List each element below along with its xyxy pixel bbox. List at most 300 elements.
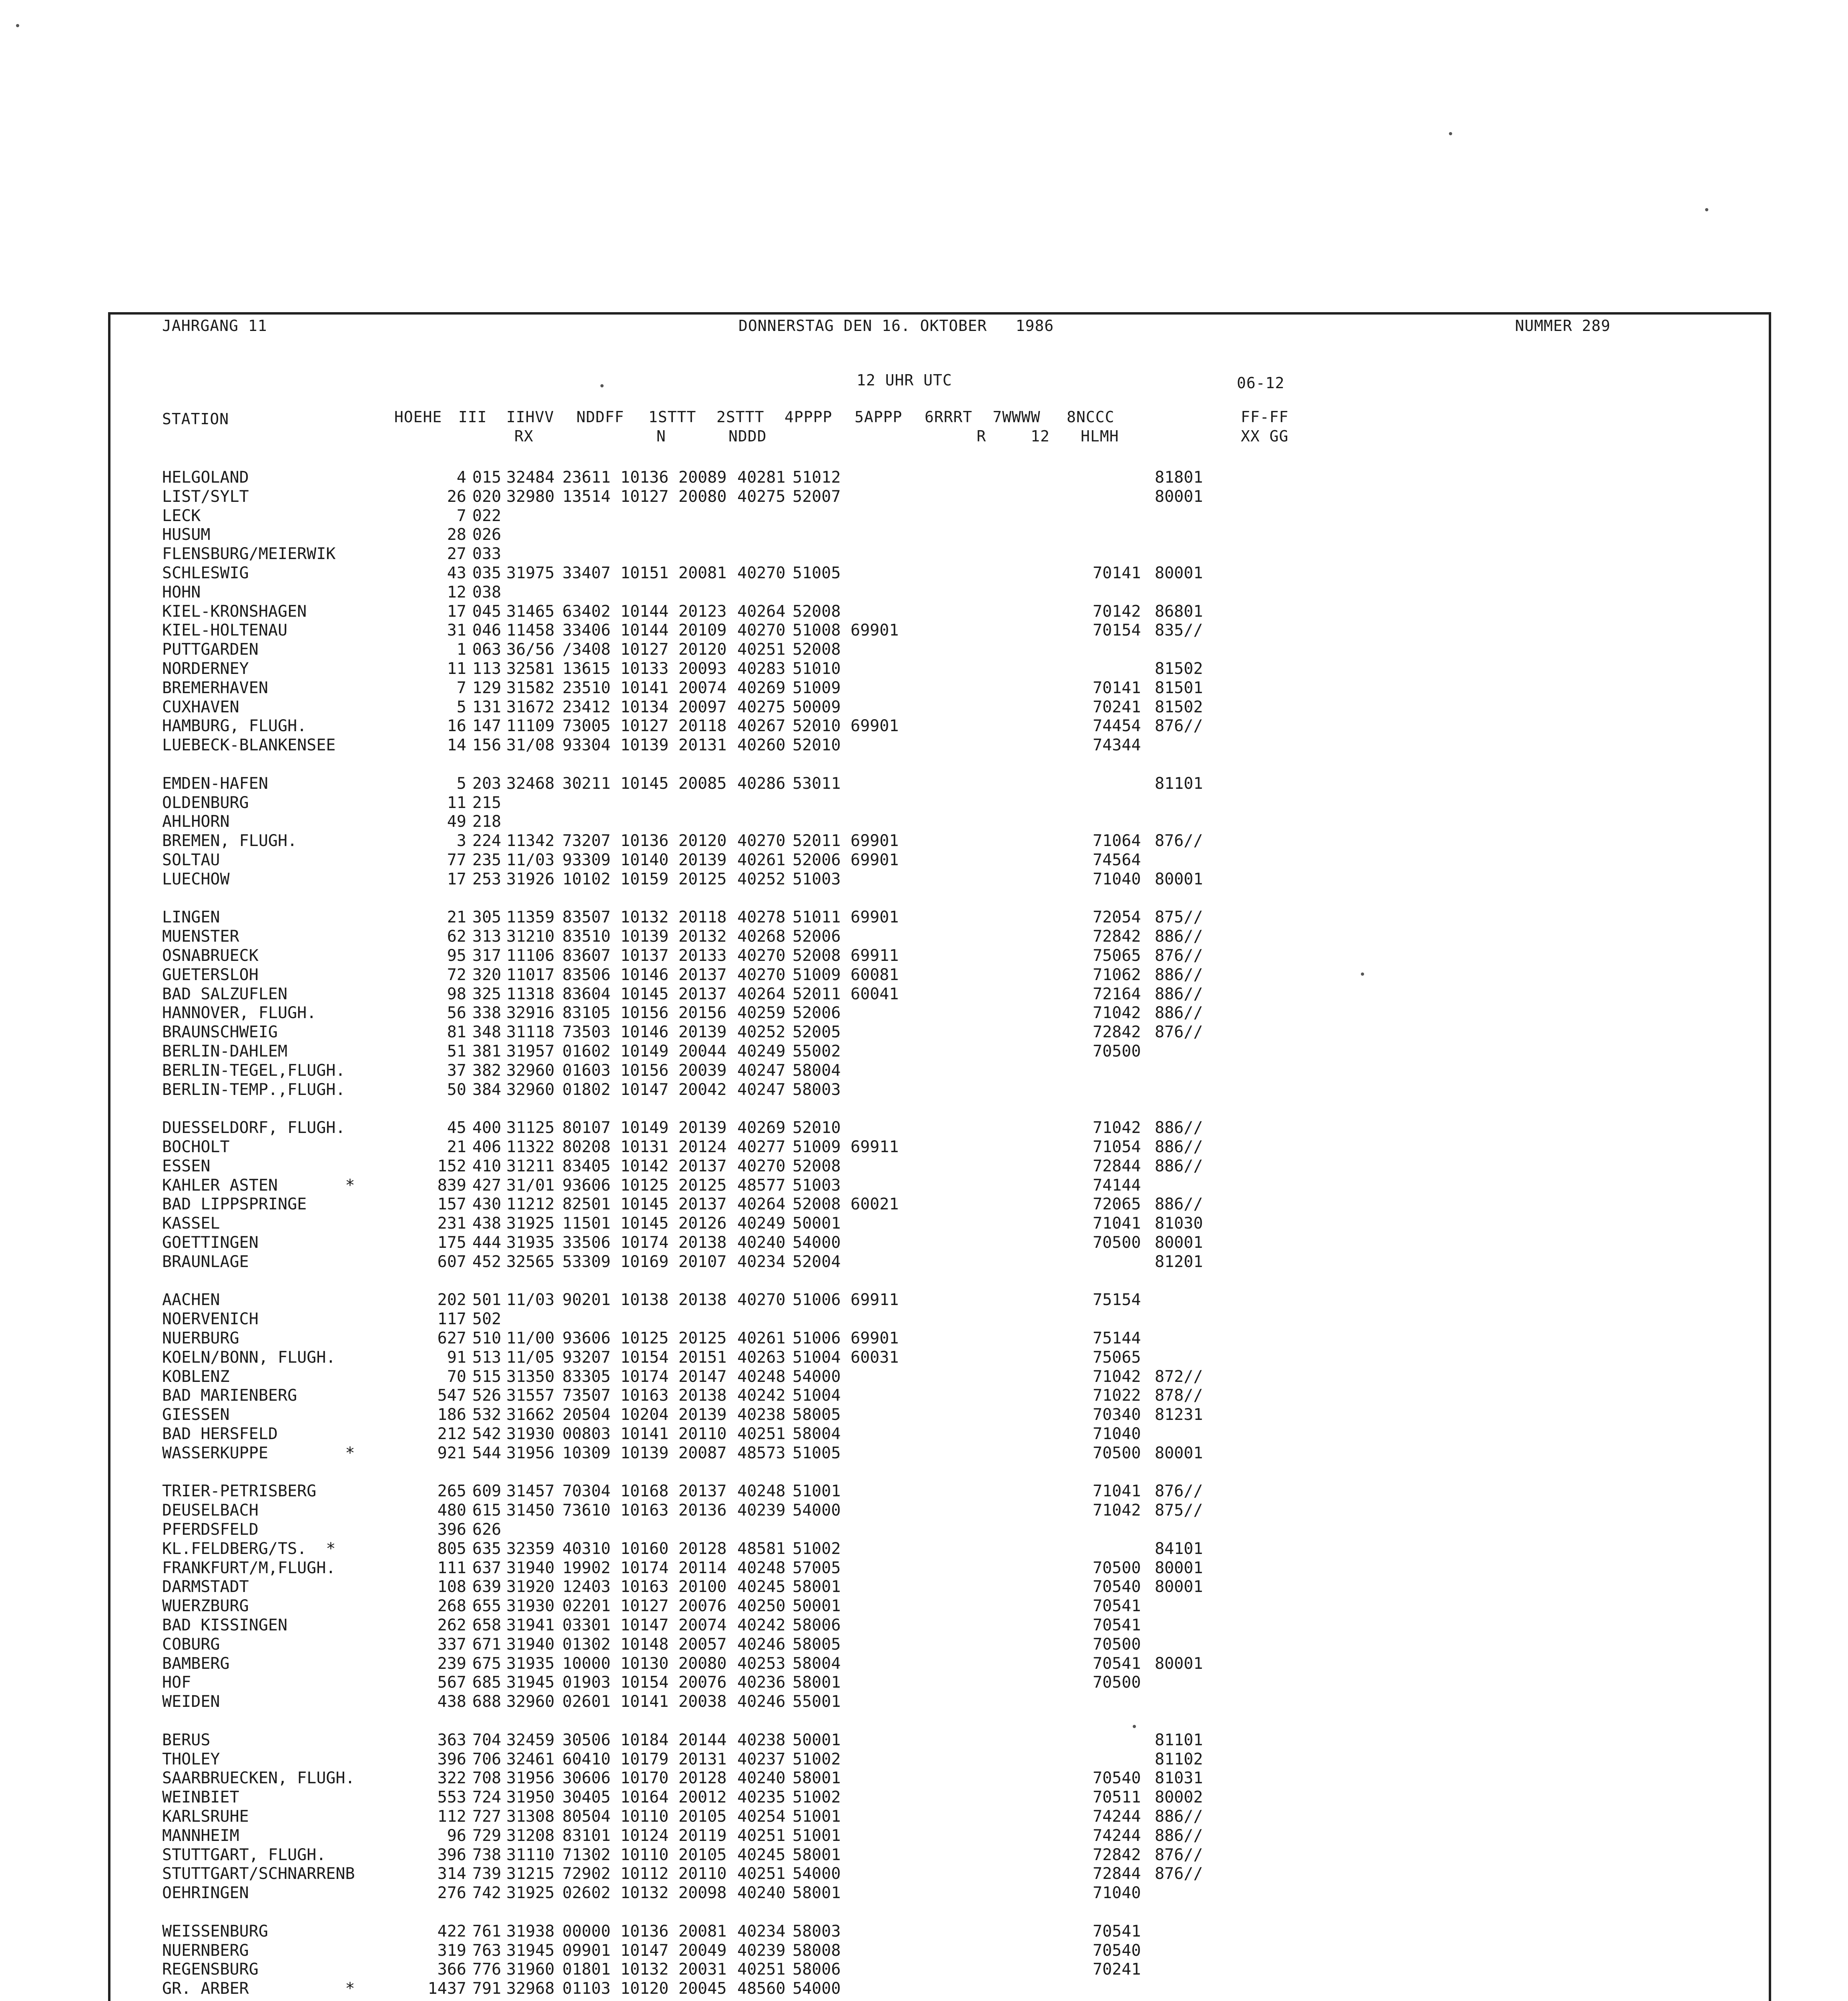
table-row bbox=[162, 1520, 1363, 1540]
cell-hoehe: 627 bbox=[437, 1329, 466, 1347]
cell-8nccc: 81801 bbox=[1155, 468, 1203, 487]
cell-7wwww: 72844 bbox=[1093, 1865, 1141, 1883]
cell-1sttt: 10146 bbox=[620, 1023, 669, 1042]
cell-8nccc: 80001 bbox=[1155, 1578, 1203, 1596]
cell-8nccc: 878// bbox=[1155, 1386, 1203, 1405]
cell-5appp: 55001 bbox=[793, 1692, 841, 1711]
cell-iii: 776 bbox=[472, 1960, 502, 1979]
cell-nddff: 01801 bbox=[562, 1960, 611, 1979]
cell-station: ESSEN bbox=[162, 1157, 211, 1175]
cell-hoehe: 1437 bbox=[427, 1979, 466, 1998]
cell-2sttt: 20105 bbox=[678, 1807, 727, 1826]
cell-2sttt: 20109 bbox=[678, 621, 727, 640]
cell-hoehe: 111 bbox=[437, 1558, 466, 1577]
cell-iihvv: 31935 bbox=[506, 1233, 555, 1252]
cell-1sttt: 10170 bbox=[620, 1769, 669, 1788]
cell-iihvv: 31925 bbox=[506, 1884, 555, 1903]
col-station: STATION bbox=[162, 410, 229, 428]
cell-iihvv: 11/03 bbox=[506, 1291, 555, 1309]
table-row bbox=[162, 985, 1363, 1004]
cell-8nccc: 80001 bbox=[1155, 1558, 1203, 1577]
cell-iihvv: 31941 bbox=[506, 1616, 555, 1634]
cell-iii: 338 bbox=[472, 1004, 502, 1023]
table-row bbox=[162, 1406, 1363, 1425]
cell-2sttt: 20137 bbox=[678, 1157, 727, 1175]
cell-1sttt: 10163 bbox=[620, 1386, 669, 1405]
cell-hoehe: 839 bbox=[437, 1176, 466, 1195]
cell-4pppp: 40240 bbox=[737, 1884, 786, 1903]
cell-1sttt: 10136 bbox=[620, 1922, 669, 1941]
cell-hoehe: 239 bbox=[437, 1654, 466, 1673]
cell-4pppp: 40277 bbox=[737, 1138, 786, 1156]
cell-nddff: 53309 bbox=[562, 1252, 611, 1271]
cell-5appp: 52004 bbox=[793, 1252, 841, 1271]
cell-iihvv: 31450 bbox=[506, 1501, 555, 1520]
cell-iihvv: 31956 bbox=[506, 1769, 555, 1788]
table-row bbox=[162, 1597, 1363, 1616]
cell-1sttt: 10130 bbox=[620, 1654, 669, 1673]
cell-1sttt: 10169 bbox=[620, 1252, 669, 1271]
cell-6rrrt: 69901 bbox=[851, 1329, 899, 1347]
cell-iii: 637 bbox=[472, 1558, 502, 1577]
table-row bbox=[162, 660, 1363, 679]
cell-4pppp: 40278 bbox=[737, 908, 786, 927]
cell-2sttt: 20098 bbox=[678, 1884, 727, 1903]
cell-7wwww: 72065 bbox=[1093, 1195, 1141, 1214]
col-ff-sub: XX GG bbox=[1241, 427, 1289, 445]
col-6rrrt: 6RRRT bbox=[925, 408, 973, 426]
cell-6rrrt: 69911 bbox=[851, 946, 899, 965]
cell-hoehe: 14 bbox=[447, 736, 466, 755]
cell-station: BAD KISSINGEN bbox=[162, 1616, 288, 1634]
cell-nddff: 13615 bbox=[562, 660, 611, 678]
cell-8nccc: 81501 bbox=[1155, 678, 1203, 697]
cell-4pppp: 40281 bbox=[737, 468, 786, 487]
table-row bbox=[162, 1692, 1363, 1712]
cell-station: DARMSTADT bbox=[162, 1578, 249, 1596]
cell-iii: 544 bbox=[472, 1444, 502, 1462]
cell-hoehe: 95 bbox=[447, 946, 466, 965]
cell-iihvv: 11017 bbox=[506, 965, 555, 984]
cell-nddff: 10309 bbox=[562, 1444, 611, 1462]
cell-7wwww: 72054 bbox=[1093, 908, 1141, 927]
cell-hoehe: 70 bbox=[447, 1367, 466, 1386]
table-row bbox=[162, 1214, 1363, 1233]
cell-station: BAD HERSFELD bbox=[162, 1425, 278, 1443]
cell-5appp: 52011 bbox=[793, 832, 841, 850]
cell-2sttt: 20080 bbox=[678, 1654, 727, 1673]
cell-hoehe: 37 bbox=[447, 1061, 466, 1080]
cell-5appp: 51011 bbox=[793, 908, 841, 927]
cell-5appp: 51001 bbox=[793, 1807, 841, 1826]
cell-nddff: 40310 bbox=[562, 1539, 611, 1558]
cell-4pppp: 40246 bbox=[737, 1635, 786, 1654]
cell-hoehe: 50 bbox=[447, 1080, 466, 1099]
cell-8nccc: 876// bbox=[1155, 832, 1203, 850]
cell-1sttt: 10127 bbox=[620, 640, 669, 659]
cell-8nccc: 835// bbox=[1155, 621, 1203, 640]
cell-station: OSNABRUECK bbox=[162, 946, 259, 965]
cell-iihvv: 31211 bbox=[506, 1157, 555, 1175]
cell-6rrrt: 69901 bbox=[851, 908, 899, 927]
cell-hoehe: 396 bbox=[437, 1845, 466, 1864]
cell-8nccc: 80002 bbox=[1155, 1788, 1203, 1807]
table-row bbox=[162, 717, 1363, 736]
cell-7wwww: 75154 bbox=[1093, 1291, 1141, 1309]
cell-2sttt: 20147 bbox=[678, 1367, 727, 1386]
cell-hoehe: 314 bbox=[437, 1865, 466, 1883]
cell-4pppp: 40264 bbox=[737, 984, 786, 1003]
cell-4pppp: 40270 bbox=[737, 832, 786, 850]
cell-7wwww: 71022 bbox=[1093, 1386, 1141, 1405]
cell-iii: 542 bbox=[472, 1425, 502, 1443]
cell-nddff: 83506 bbox=[562, 965, 611, 984]
cell-7wwww: 72842 bbox=[1093, 1845, 1141, 1864]
cell-iii: 317 bbox=[472, 946, 502, 965]
cell-hoehe: 21 bbox=[447, 1138, 466, 1156]
cell-nddff: 00803 bbox=[562, 1425, 611, 1443]
cell-iihvv: 11106 bbox=[506, 946, 555, 965]
cell-4pppp: 40234 bbox=[737, 1252, 786, 1271]
cell-5appp: 53011 bbox=[793, 774, 841, 793]
cell-iihvv: 32980 bbox=[506, 487, 555, 506]
cell-2sttt: 20031 bbox=[678, 1960, 727, 1979]
cell-iii: 438 bbox=[472, 1214, 502, 1233]
cell-4pppp: 40251 bbox=[737, 1960, 786, 1979]
cell-station: BAMBERG bbox=[162, 1654, 230, 1673]
cell-8nccc: 81101 bbox=[1155, 1730, 1203, 1749]
cell-iihvv: 32468 bbox=[506, 774, 555, 793]
table-row bbox=[162, 1176, 1363, 1195]
cell-5appp: 58005 bbox=[793, 1635, 841, 1654]
cell-2sttt: 20139 bbox=[678, 851, 727, 869]
cell-hoehe: 81 bbox=[447, 1023, 466, 1042]
cell-iihvv: 31672 bbox=[506, 698, 555, 716]
cell-iihvv: 11109 bbox=[506, 717, 555, 736]
cell-7wwww: 70142 bbox=[1093, 602, 1141, 621]
cell-5appp: 54000 bbox=[793, 1233, 841, 1252]
cell-iii: 763 bbox=[472, 1941, 502, 1960]
cell-1sttt: 10127 bbox=[620, 1597, 669, 1616]
cell-station: BAD SALZUFLEN bbox=[162, 984, 288, 1003]
cell-5appp: 51010 bbox=[793, 660, 841, 678]
cell-8nccc: 81502 bbox=[1155, 660, 1203, 678]
table-row bbox=[162, 966, 1363, 985]
cell-iii: 022 bbox=[472, 506, 502, 525]
cell-4pppp: 40249 bbox=[737, 1214, 786, 1233]
cell-hoehe: 56 bbox=[447, 1004, 466, 1023]
cell-iihvv: 32968 bbox=[506, 1979, 555, 1998]
cell-1sttt: 10141 bbox=[620, 1425, 669, 1443]
cell-station: GIESSEN bbox=[162, 1406, 230, 1424]
cell-5appp: 52010 bbox=[793, 1119, 841, 1137]
cell-nddff: 63402 bbox=[562, 602, 611, 621]
cell-2sttt: 20133 bbox=[678, 946, 727, 965]
cell-station: NUERBURG bbox=[162, 1329, 239, 1347]
cell-iii: 305 bbox=[472, 908, 502, 927]
cell-2sttt: 20137 bbox=[678, 984, 727, 1003]
table-row bbox=[162, 812, 1363, 832]
cell-1sttt: 10131 bbox=[620, 1138, 669, 1156]
cell-4pppp: 48581 bbox=[737, 1539, 786, 1558]
cell-nddff: 93309 bbox=[562, 851, 611, 869]
cell-hoehe: 152 bbox=[437, 1157, 466, 1175]
cell-station: DUESSELDORF, FLUGH. bbox=[162, 1119, 345, 1137]
table-row bbox=[162, 1846, 1363, 1865]
cell-7wwww: 70541 bbox=[1093, 1654, 1141, 1673]
cell-hoehe: 11 bbox=[447, 793, 466, 812]
cell-nddff: 73005 bbox=[562, 717, 611, 736]
cell-iii: 224 bbox=[472, 832, 502, 850]
cell-5appp: 58003 bbox=[793, 1922, 841, 1941]
cell-iihvv: 31662 bbox=[506, 1406, 555, 1424]
cell-8nccc: 886// bbox=[1155, 1807, 1203, 1826]
cell-hoehe: 265 bbox=[437, 1482, 466, 1501]
cell-4pppp: 40237 bbox=[737, 1750, 786, 1768]
cell-iii: 156 bbox=[472, 736, 502, 755]
cell-nddff: 70304 bbox=[562, 1482, 611, 1501]
table-row bbox=[162, 1731, 1363, 1750]
cell-2sttt: 20081 bbox=[678, 1922, 727, 1941]
cell-4pppp: 40240 bbox=[737, 1233, 786, 1252]
table-row bbox=[162, 1827, 1363, 1846]
cell-hoehe: 231 bbox=[437, 1214, 466, 1233]
cell-iihvv: 32484 bbox=[506, 468, 555, 487]
cell-5appp: 58001 bbox=[793, 1769, 841, 1788]
cell-2sttt: 20097 bbox=[678, 698, 727, 716]
table-row bbox=[162, 1559, 1363, 1578]
cell-7wwww: 71042 bbox=[1093, 1004, 1141, 1023]
cell-iii: 382 bbox=[472, 1061, 502, 1080]
cell-7wwww: 72842 bbox=[1093, 1023, 1141, 1042]
cell-5appp: 58006 bbox=[793, 1616, 841, 1634]
table-row bbox=[162, 468, 1363, 487]
cell-station: KASSEL bbox=[162, 1214, 220, 1233]
table-row bbox=[162, 908, 1363, 927]
cell-2sttt: 20144 bbox=[678, 1730, 727, 1749]
table-row bbox=[162, 1769, 1363, 1788]
cell-5appp: 51009 bbox=[793, 1138, 841, 1156]
cell-station: TRIER-PETRISBERG bbox=[162, 1482, 317, 1501]
cell-5appp: 58001 bbox=[793, 1845, 841, 1864]
cell-7wwww: 70154 bbox=[1093, 621, 1141, 640]
cell-station: OLDENBURG bbox=[162, 793, 249, 812]
cell-iihvv: 11/00 bbox=[506, 1329, 555, 1347]
cell-nddff: 83507 bbox=[562, 908, 611, 927]
cell-1sttt: 10163 bbox=[620, 1578, 669, 1596]
cell-4pppp: 40261 bbox=[737, 851, 786, 869]
table-row bbox=[162, 602, 1363, 622]
table-row bbox=[162, 1807, 1363, 1827]
cell-2sttt: 20132 bbox=[678, 927, 727, 946]
cell-5appp: 58004 bbox=[793, 1425, 841, 1443]
period-label: 06-12 bbox=[1237, 374, 1285, 392]
cell-iii: 235 bbox=[472, 851, 502, 869]
cell-nddff: 01302 bbox=[562, 1635, 611, 1654]
cell-4pppp: 40252 bbox=[737, 870, 786, 888]
cell-1sttt: 10127 bbox=[620, 487, 669, 506]
cell-iihvv: 31926 bbox=[506, 870, 555, 888]
cell-5appp: 51002 bbox=[793, 1539, 841, 1558]
col-7wwww: 7WWWW bbox=[993, 408, 1041, 426]
cell-5appp: 51004 bbox=[793, 1348, 841, 1367]
cell-2sttt: 20076 bbox=[678, 1673, 727, 1692]
cell-4pppp: 40267 bbox=[737, 717, 786, 736]
table-row bbox=[162, 1233, 1363, 1253]
cell-1sttt: 10179 bbox=[620, 1750, 669, 1768]
cell-nddff: 30606 bbox=[562, 1769, 611, 1788]
cell-nddff: 83101 bbox=[562, 1826, 611, 1845]
cell-2sttt: 20110 bbox=[678, 1425, 727, 1443]
cell-2sttt: 20151 bbox=[678, 1348, 727, 1367]
cell-iihvv: 31960 bbox=[506, 1960, 555, 1979]
cell-2sttt: 20074 bbox=[678, 678, 727, 697]
cell-hoehe: 27 bbox=[447, 545, 466, 563]
cell-nddff: 71302 bbox=[562, 1845, 611, 1864]
cell-station: FLENSBURG/MEIERWIK bbox=[162, 545, 336, 563]
cell-iihvv: 31308 bbox=[506, 1807, 555, 1826]
cell-iii: 655 bbox=[472, 1597, 502, 1616]
cell-nddff: 02201 bbox=[562, 1597, 611, 1616]
cell-2sttt: 20128 bbox=[678, 1539, 727, 1558]
cell-6rrrt: 60031 bbox=[851, 1348, 899, 1367]
cell-station: LUEBECK-BLANKENSEE bbox=[162, 736, 336, 755]
cell-hoehe: 363 bbox=[437, 1730, 466, 1749]
col-2sttt: 2STTT bbox=[716, 408, 764, 426]
cell-iihvv: 31925 bbox=[506, 1214, 555, 1233]
cell-hoehe: 5 bbox=[456, 698, 466, 716]
cell-iihvv: 31935 bbox=[506, 1654, 555, 1673]
cell-2sttt: 20137 bbox=[678, 1195, 727, 1214]
cell-4pppp: 40239 bbox=[737, 1501, 786, 1520]
cell-station: NUERNBERG bbox=[162, 1941, 249, 1960]
cell-5appp: 52006 bbox=[793, 927, 841, 946]
cell-8nccc: 886// bbox=[1155, 1826, 1203, 1845]
cell-1sttt: 10120 bbox=[620, 1979, 669, 1998]
cell-station: WEISSENBURG bbox=[162, 1922, 268, 1941]
cell-4pppp: 40270 bbox=[737, 1157, 786, 1175]
cell-7wwww: 74244 bbox=[1093, 1807, 1141, 1826]
cell-6rrrt: 60021 bbox=[851, 1195, 899, 1214]
cell-hoehe: 186 bbox=[437, 1406, 466, 1424]
cell-1sttt: 10174 bbox=[620, 1558, 669, 1577]
cell-6rrrt: 69901 bbox=[851, 851, 899, 869]
cell-iihvv: 32459 bbox=[506, 1730, 555, 1749]
cell-hoehe: 17 bbox=[447, 870, 466, 888]
cell-hoehe: 422 bbox=[437, 1922, 466, 1941]
cell-iii: 615 bbox=[472, 1501, 502, 1520]
cell-nddff: 83604 bbox=[562, 984, 611, 1003]
cell-nddff: 80208 bbox=[562, 1138, 611, 1156]
cell-2sttt: 20125 bbox=[678, 1329, 727, 1347]
cell-nddff: 83607 bbox=[562, 946, 611, 965]
table-row bbox=[162, 832, 1363, 851]
cell-station: CUXHAVEN bbox=[162, 698, 239, 716]
cell-hoehe: 98 bbox=[447, 984, 466, 1003]
cell-4pppp: 40263 bbox=[737, 1348, 786, 1367]
cell-nddff: 83305 bbox=[562, 1367, 611, 1386]
cell-iihvv: 31956 bbox=[506, 1444, 555, 1462]
cell-4pppp: 40251 bbox=[737, 1826, 786, 1845]
cell-station: DEUSELBACH bbox=[162, 1501, 259, 1520]
cell-4pppp: 48577 bbox=[737, 1176, 786, 1195]
table-row bbox=[162, 1042, 1363, 1061]
cell-1sttt: 10145 bbox=[620, 774, 669, 793]
cell-station: LINGEN bbox=[162, 908, 220, 927]
cell-iihvv: 31938 bbox=[506, 1922, 555, 1941]
cell-1sttt: 10110 bbox=[620, 1845, 669, 1864]
cell-iii: 406 bbox=[472, 1138, 502, 1156]
cell-nddff: 90201 bbox=[562, 1291, 611, 1309]
cell-nddff: 73610 bbox=[562, 1501, 611, 1520]
cell-nddff: 80504 bbox=[562, 1807, 611, 1826]
cell-station: HANNOVER, FLUGH. bbox=[162, 1004, 317, 1023]
cell-station: OEHRINGEN bbox=[162, 1884, 249, 1903]
cell-2sttt: 20125 bbox=[678, 870, 727, 888]
table-row bbox=[162, 621, 1363, 640]
cell-hoehe: 12 bbox=[447, 583, 466, 602]
cell-4pppp: 40259 bbox=[737, 1004, 786, 1023]
cell-4pppp: 40270 bbox=[737, 564, 786, 582]
cell-8nccc: 876// bbox=[1155, 946, 1203, 965]
cell-5appp: 54000 bbox=[793, 1501, 841, 1520]
cell-2sttt: 20123 bbox=[678, 602, 727, 621]
cell-station: BRAUNSCHWEIG bbox=[162, 1023, 278, 1042]
cell-4pppp: 40236 bbox=[737, 1673, 786, 1692]
cell-7wwww: 70500 bbox=[1093, 1042, 1141, 1061]
cell-5appp: 50001 bbox=[793, 1214, 841, 1233]
cell-iii: 724 bbox=[472, 1788, 502, 1807]
cell-iii: 729 bbox=[472, 1826, 502, 1845]
cell-iihvv: 31118 bbox=[506, 1023, 555, 1042]
cell-2sttt: 20120 bbox=[678, 640, 727, 659]
cell-station: HELGOLAND bbox=[162, 468, 249, 487]
table-row bbox=[162, 1386, 1363, 1406]
cell-nddff: 01903 bbox=[562, 1673, 611, 1692]
cell-5appp: 51005 bbox=[793, 564, 841, 582]
cell-2sttt: 20126 bbox=[678, 1214, 727, 1233]
cell-2sttt: 20093 bbox=[678, 660, 727, 678]
cell-hoehe: 51 bbox=[447, 1042, 466, 1061]
cell-nddff: 13514 bbox=[562, 487, 611, 506]
cell-1sttt: 10127 bbox=[620, 717, 669, 736]
cell-2sttt: 20038 bbox=[678, 1692, 727, 1711]
cell-4pppp: 40242 bbox=[737, 1616, 786, 1634]
cell-2sttt: 20042 bbox=[678, 1080, 727, 1099]
cell-6rrrt: 60081 bbox=[851, 965, 899, 984]
cell-iii: 131 bbox=[472, 698, 502, 716]
cell-2sttt: 20044 bbox=[678, 1042, 727, 1061]
cell-5appp: 52008 bbox=[793, 640, 841, 659]
cell-iii: 381 bbox=[472, 1042, 502, 1061]
cell-5appp: 58003 bbox=[793, 1080, 841, 1099]
cell-4pppp: 40251 bbox=[737, 1865, 786, 1883]
table-row bbox=[162, 1979, 1363, 1999]
cell-1sttt: 10154 bbox=[620, 1673, 669, 1692]
cell-5appp: 58001 bbox=[793, 1578, 841, 1596]
cell-hoehe: 112 bbox=[437, 1807, 466, 1826]
cell-8nccc: 876// bbox=[1155, 1865, 1203, 1883]
cell-8nccc: 80001 bbox=[1155, 564, 1203, 582]
cell-7wwww: 70241 bbox=[1093, 1960, 1141, 1979]
cell-nddff: 93304 bbox=[562, 736, 611, 755]
cell-iihvv: 32565 bbox=[506, 1252, 555, 1271]
cell-station: COBURG bbox=[162, 1635, 220, 1654]
cell-7wwww: 75144 bbox=[1093, 1329, 1141, 1347]
cell-5appp: 58001 bbox=[793, 1884, 841, 1903]
cell-hoehe: 108 bbox=[437, 1578, 466, 1596]
cell-iii: 658 bbox=[472, 1616, 502, 1634]
